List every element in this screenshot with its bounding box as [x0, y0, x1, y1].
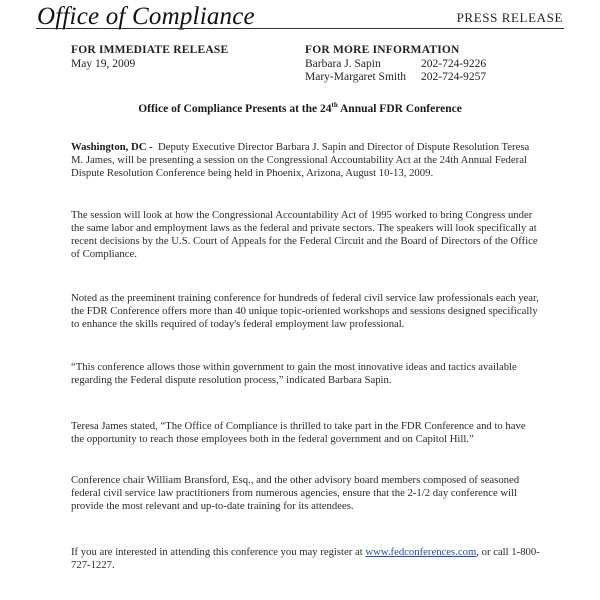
- paragraph-7-text: If you are interested in attending this conference you may register at: [71, 546, 366, 558]
- release-block: [71, 44, 228, 71]
- paragraph-7: [71, 546, 541, 572]
- paragraph-2: The session will look at how the Congressional Accountability Act of 1995 worked to bring Congress under the same labor and employment laws as the federal and private sectors. The speakers will look specifically at recent decisions by the U.S. Court of Appeals for the Federal Circuit and the Board of Directors of the Office of Compliance.: [71, 209, 538, 260]
- paragraph-5: Teresa James stated, “The Office of Compliance is thrilled to take part in the FDR Conference and to have the opportunity to reach those employees both in the federal government and on Capitol Hill.”: [71, 420, 526, 445]
- paragraph-1-text: Deputy Executive Director Barbara J. Sapin and Director of Dispute Resolution Teresa M. James, will be presenting a session on the Congressional Accountability Act at the 24th Annual Federal Dispute Resolution Conference being held in Phoenix, Arizona, August 10-13, 2009.: [71, 141, 530, 179]
- contact-row: [305, 58, 486, 72]
- paragraph-6: Conference chair William Bransford, Esq., and the other advisory board members composed of seasoned federal civil service law practitioners from numerous agencies, ensure that the 2-1/2 day conference will provide the most relevant and up-to-date training for its attendees.: [71, 474, 520, 512]
- dateline: Washington, DC -: [71, 141, 153, 153]
- headline: [0, 103, 600, 115]
- headline-superscript: th: [331, 101, 338, 110]
- paragraph-4: “This conference allows those within government to gain the most innovative ideas and tactics available regarding the Federal dispute resolution process,” indicated Barbara Sapin.: [71, 361, 517, 386]
- contact-name: Barbara J. Sapin: [305, 57, 381, 70]
- headline-text: Office of Compliance Presents at the 24: [138, 103, 332, 115]
- contact-block: [305, 44, 486, 85]
- header-rule: [36, 28, 564, 29]
- logo-text: Office of Compliance: [37, 3, 255, 30]
- paragraph-3: Noted as the preeminent training conference for hundreds of federal civil service law professionals each year, the FDR Conference offers more than 40 unique topic-oriented workshops and sessions designed specifically to enhance the skills required of today's federal employment law professional.: [71, 292, 539, 330]
- release-label: FOR IMMEDIATE RELEASE: [71, 44, 229, 56]
- contact-phone: 202-724-9226: [421, 57, 487, 70]
- contact-name: Mary-Margaret Smith: [305, 71, 407, 83]
- contact-row: [305, 71, 486, 85]
- release-date: May 19, 2009: [71, 57, 136, 70]
- contact-phone: 202-724-9257: [421, 71, 487, 83]
- headline-text-end: Annual FDR Conference: [337, 103, 462, 115]
- press-release-label: PRESS RELEASE: [456, 10, 563, 25]
- paragraph-7-text-end: , or call 1-800-727-1227.: [71, 546, 540, 571]
- more-info-label: FOR MORE INFORMATION: [305, 44, 460, 56]
- registration-link[interactable]: www.fedconferences.com: [365, 546, 477, 558]
- paragraph-1: [71, 141, 541, 180]
